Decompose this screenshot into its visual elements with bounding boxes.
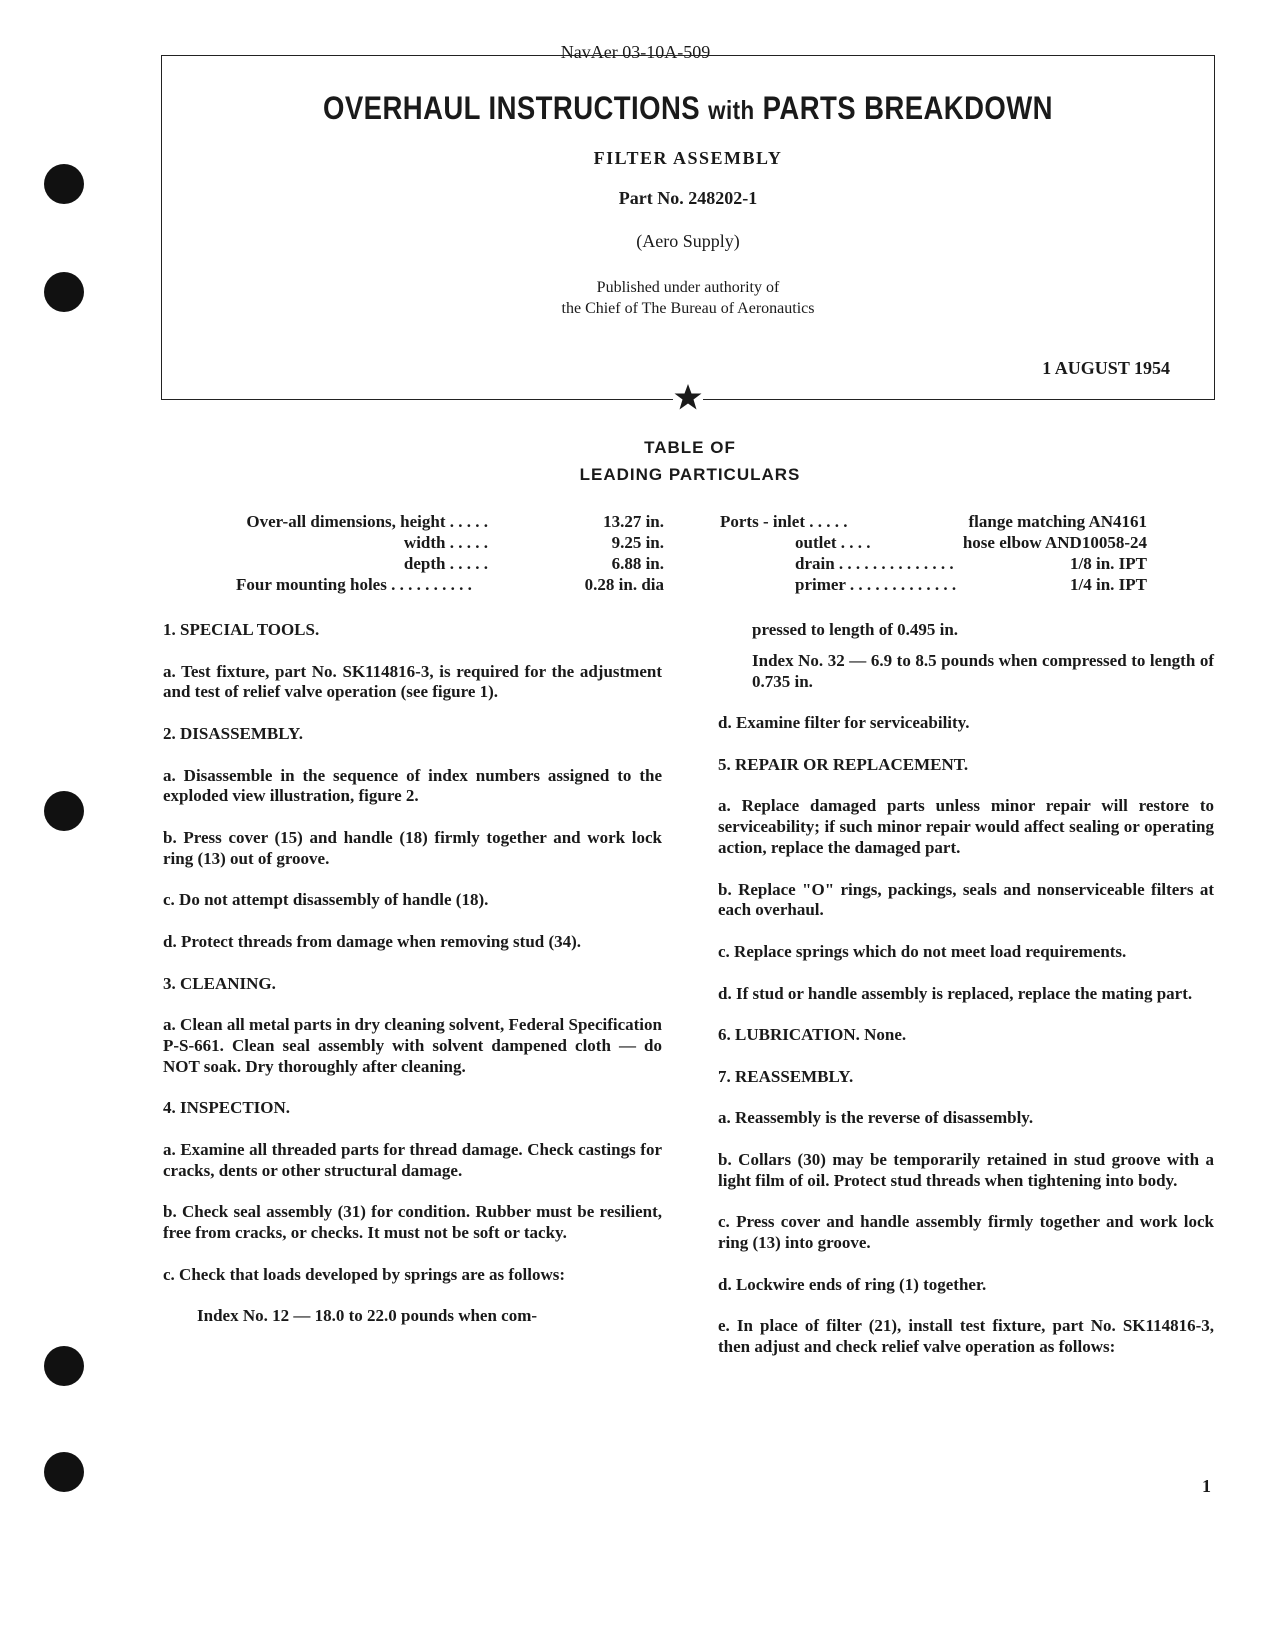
paragraph: b. Replace "O" rings, packings, seals and nonserviceable filters at each overhaul. — [718, 879, 1214, 920]
paragraph: a. Clean all metal parts in dry cleaning solvent, Federal Specification P-S-661. Clean seal assembly with solvent dampened cloth — do NOT soak. Dry thoroughly after cleaning. — [163, 1015, 662, 1076]
paragraph: Index No. 12 — 18.0 to 22.0 pounds when com- — [197, 1306, 538, 1326]
section-heading: 4. INSPECTION. — [163, 1098, 291, 1118]
title-box-rule-left — [161, 399, 673, 400]
particular-value: flange matching AN4161 — [968, 512, 1147, 531]
paragraph: c. Check that loads developed by springs are as follows: — [163, 1264, 566, 1284]
section-heading: 6. LUBRICATION. None. — [718, 1025, 907, 1045]
published-line-2: the Chief of The Bureau of Aeronautics — [561, 300, 815, 317]
particular-value: 6.88 in. — [611, 554, 664, 573]
section-heading: 5. REPAIR OR REPLACEMENT. — [718, 754, 969, 774]
paragraph: d. Examine filter for serviceability. — [718, 713, 970, 733]
paragraph: d. If stud or handle assembly is replaced, replace the mating part. — [718, 983, 1193, 1003]
particular-value: hose elbow AND10058-24 — [962, 533, 1147, 552]
right-column — [718, 620, 1214, 1379]
particular-value: 9.25 in. — [611, 533, 664, 552]
paragraph: c. Replace springs which do not meet load requirements. — [718, 941, 1127, 961]
paragraph: a. Reassembly is the reverse of disassembly. — [718, 1108, 1034, 1128]
particular-label: primer . . . . . . . . . . . . . — [795, 575, 957, 594]
particular-value: 0.28 in. dia — [584, 575, 664, 594]
table-heading-1: TABLE OF — [644, 438, 736, 457]
paragraph: pressed to length of 0.495 in. — [752, 620, 959, 639]
paragraph: b. Press cover (15) and handle (18) firmly together and work lock ring (13) out of groove. — [163, 827, 662, 868]
title-with: with — [708, 95, 755, 125]
part-number: Part No. 248202-1 — [618, 188, 758, 208]
title-box-rule-right — [703, 399, 1215, 400]
paragraph: Index No. 32 — 6.9 to 8.5 pounds when compressed to length of 0.735 in. — [752, 650, 1214, 691]
particular-value: 1/8 in. IPT — [1070, 554, 1147, 573]
particular-label: drain . . . . . . . . . . . . . . — [795, 554, 954, 573]
title-part-a: OVERHAUL INSTRUCTIONS — [323, 90, 701, 126]
title-part-b: PARTS BREAKDOWN — [762, 90, 1053, 126]
particular-label: Four mounting holes . . . . . . . . . . — [236, 575, 472, 594]
particular-label: depth . . . . . — [403, 554, 488, 573]
star-icon — [673, 382, 703, 412]
section-heading: 3. CLEANING. — [163, 973, 276, 993]
paragraph: a. Test fixture, part No. SK114816-3, is required for the adjustment and test of relief valve operation (see figure 1). — [163, 661, 662, 702]
section-heading: 2. DISASSEMBLY. — [163, 723, 304, 743]
manufacturer: (Aero Supply) — [636, 231, 740, 251]
section-heading: 1. SPECIAL TOOLS. — [163, 620, 320, 639]
paragraph: a. Replace damaged parts unless minor repair will restore to serviceability; if such minor repair would affect sealing or operating action, replace the damaged part. — [718, 796, 1214, 857]
paragraph: a. Examine all threaded parts for thread damage. Check castings for cracks, dents or other structural damage. — [163, 1139, 662, 1180]
particular-label: Ports - inlet . . . . . — [720, 512, 848, 531]
page-number: 1 — [1202, 1476, 1211, 1496]
punch-hole-3 — [44, 791, 84, 831]
punch-hole-5 — [44, 1452, 84, 1492]
published-line-1: Published under authority of — [596, 279, 780, 296]
particular-value: 1/4 in. IPT — [1070, 575, 1147, 594]
paragraph: d. Lockwire ends of ring (1) together. — [718, 1274, 987, 1294]
paragraph: c. Press cover and handle assembly firmly together and work lock ring (13) into groove. — [718, 1212, 1214, 1253]
left-column — [163, 620, 662, 1348]
paragraph: e. In place of filter (21), install test fixture, part No. SK114816-3, then adjust and check relief valve operation as follows: — [718, 1316, 1214, 1357]
particular-label: outlet . . . . — [795, 533, 871, 552]
table-heading-2: LEADING PARTICULARS — [579, 465, 801, 484]
paragraph: c. Do not attempt disassembly of handle (18). — [163, 890, 489, 910]
particular-label: width . . . . . — [403, 533, 488, 552]
particular-value: 13.27 in. — [603, 512, 664, 531]
particular-label: Over-all dimensions, height . . . . . — [246, 512, 488, 531]
paragraph: b. Check seal assembly (31) for condition. Rubber must be resilient, free from cracks, or checks. It must not be soft or tacky. — [163, 1202, 662, 1243]
punch-hole-4 — [44, 1346, 84, 1386]
paragraph: d. Protect threads from damage when removing stud (34). — [163, 931, 582, 951]
section-heading: 7. REASSEMBLY. — [718, 1066, 854, 1086]
punch-hole-2 — [44, 272, 84, 312]
page-title — [235, 90, 1141, 127]
document-number: NavAer 03-10A-509 — [560, 42, 711, 62]
subtitle: FILTER ASSEMBLY — [593, 148, 783, 168]
publication-date: 1 AUGUST 1954 — [1042, 358, 1170, 378]
punch-hole-1 — [44, 164, 84, 204]
paragraph: a. Disassemble in the sequence of index numbers assigned to the exploded view illustration, figure 2. — [163, 765, 662, 806]
paragraph: b. Collars (30) may be temporarily retained in stud groove with a light film of oil. Protect stud threads when tightening into body. — [718, 1149, 1214, 1190]
